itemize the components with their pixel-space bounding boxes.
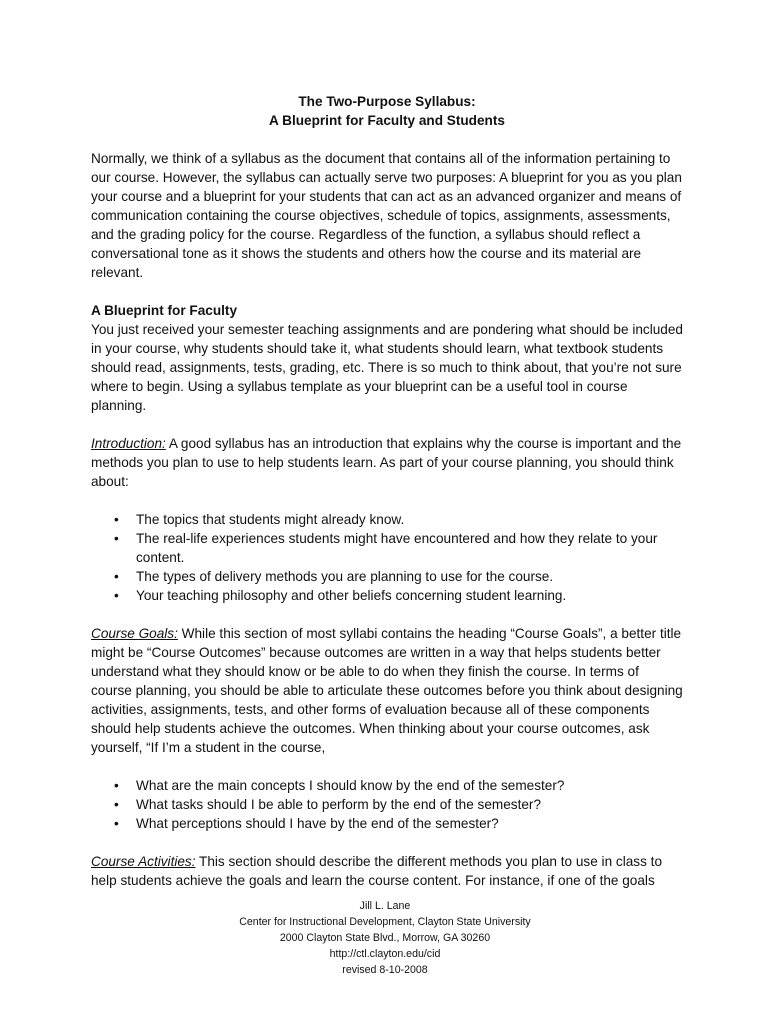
faculty-section <box>91 301 683 415</box>
page-footer <box>0 898 770 978</box>
introduction-paragraph <box>91 434 683 491</box>
introduction-text: A good syllabus has an introduction that explains why the course is important and the methods you plan to use to help students learn. As part of your course planning, you should think about: <box>91 436 682 489</box>
document-title <box>91 92 683 130</box>
course-activities-paragraph <box>91 852 683 890</box>
course-activities-label: Course Activities: <box>91 854 196 869</box>
footer-org: Center for Instructional Development, Clayton State University <box>239 916 531 928</box>
footer-author: Jill L. Lane <box>359 900 411 912</box>
faculty-body: You just received your semester teaching assignments and are pondering what should be included in your course, why students should take it, what students should learn, what textbook students should read, assignments, tests, grading, etc. There is so much to think about, that you’re not sure where to begin. Using a syllabus template as your blueprint can be a useful tool in course planning. <box>91 322 683 413</box>
list-item: • Your teaching philosophy and other beliefs concerning student learning. <box>136 586 683 605</box>
list-item: • The types of delivery methods you are planning to use for the course. <box>136 567 683 586</box>
document-page <box>91 92 683 909</box>
intro-paragraph: Normally, we think of a syllabus as the document that contains all of the information pertaining to our course. However, the syllabus can actually serve two purposes: A blueprint for you as you plan your course and a blueprint for your students that can act as an advanced organizer and means of communication containing the course objectives, schedule of topics, assignments, assessments, and the grading policy for the course. Regardless of the function, a syllabus should reflect a conversational tone as it shows the students and others how the course and its material are relevant. <box>91 151 682 280</box>
course-goals-label: Course Goals: <box>91 626 178 641</box>
list-item: • The real-life experiences students might have encountered and how they relate to your content. <box>136 529 683 567</box>
list-item: • The topics that students might already know. <box>136 510 683 529</box>
footer-revised: revised 8-10-2008 <box>342 964 428 976</box>
title-line-1: The Two-Purpose Syllabus: <box>298 94 476 109</box>
course-goals-text: While this section of most syllabi contains the heading “Course Goals”, a better title might be “Course Outcomes” because outcomes are written in a way that helps students better understand what they should know or be able to do when they finish the course. In terms of course planning, you should be able to articulate these outcomes before you think about designing activities, assignments, tests, and other forms of evaluation because all of these components should help students achieve the outcomes. When thinking about your course outcomes, ask yourself, “If I’m a student in the course, <box>91 626 683 755</box>
course-goals-paragraph <box>91 624 683 757</box>
faculty-heading: A Blueprint for Faculty <box>91 303 238 318</box>
introduction-label: Introduction: <box>91 436 166 451</box>
footer-url: http://ctl.clayton.edu/cid <box>329 948 441 960</box>
list-item: • What are the main concepts I should know by the end of the semester? <box>136 776 683 795</box>
introduction-list <box>91 510 683 605</box>
list-item: • What tasks should I be able to perform by the end of the semester? <box>136 795 683 814</box>
footer-address: 2000 Clayton State Blvd., Morrow, GA 30260 <box>279 932 491 944</box>
course-activities-text: This section should describe the different methods you plan to use in class to help students achieve the goals and learn the course content. For instance, if one of the goals <box>91 854 663 888</box>
list-item: • What perceptions should I have by the end of the semester? <box>136 814 683 833</box>
title-line-2: A Blueprint for Faculty and Students <box>269 113 505 128</box>
course-goals-list <box>91 776 683 833</box>
